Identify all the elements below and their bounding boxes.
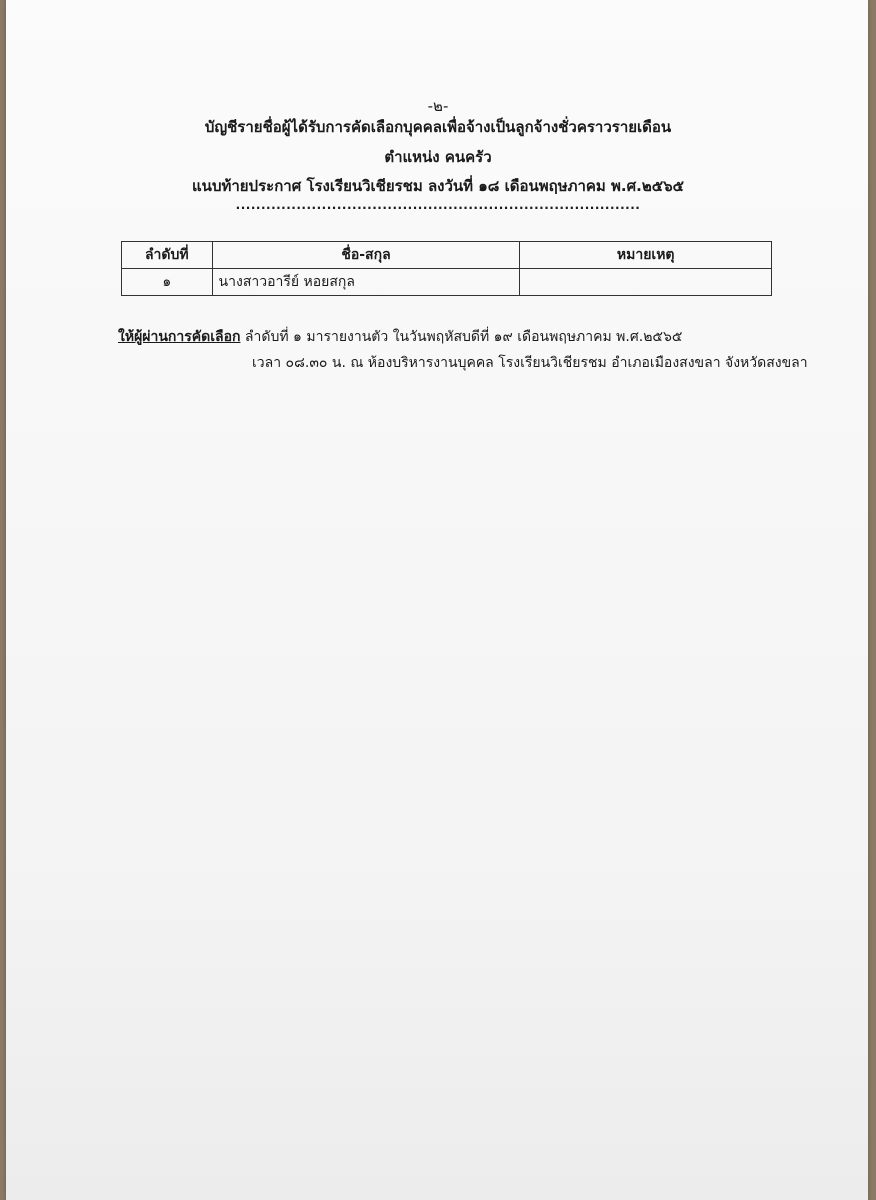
table-header-row — [122, 242, 772, 269]
row-remark — [520, 269, 772, 296]
notice-lead: ให้ผู้ผ่านการคัดเลือก — [118, 329, 241, 345]
notice-text-1: ลำดับที่ ๑ มารายงานตัว ในวันพฤหัสบดีที่ ๑๙ เดือนพฤษภาคม พ.ศ.๒๕๖๕ — [240, 329, 683, 345]
announcement-reference: แนบท้ายประกาศ โรงเรียนวิเชียรชม ลงวันที่ ๑๘ เดือนพฤษภาคม พ.ศ.๒๕๖๕ — [192, 177, 684, 195]
document-title: บัญชีรายชื่อผู้ได้รับการคัดเลือกบุคคลเพื่อจ้างเป็นลูกจ้างชั่วคราวรายเดือน — [204, 118, 672, 136]
header-remark: หมายเหตุ — [520, 242, 772, 269]
header-name: ชื่อ-สกุล — [212, 242, 520, 269]
notice-line-1 — [118, 326, 683, 348]
header-order: ลำดับที่ — [122, 242, 213, 269]
page-number: -๒- — [427, 97, 449, 115]
dotted-separator: ................................................................................ — [235, 198, 641, 212]
selection-table — [121, 241, 772, 296]
row-name: นางสาวอารีย์ หอยสกุล — [212, 269, 520, 296]
table-row — [122, 269, 772, 296]
position-title: ตำแหน่ง คนครัว — [384, 148, 492, 166]
notice-line-2: เวลา ๐๘.๓๐ น. ณ ห้องบริหารงานบุคคล โรงเรียนวิเชียรชม อำเภอเมืองสงขลา จังหวัดสงขลา — [252, 355, 808, 371]
row-order: ๑ — [122, 269, 213, 296]
